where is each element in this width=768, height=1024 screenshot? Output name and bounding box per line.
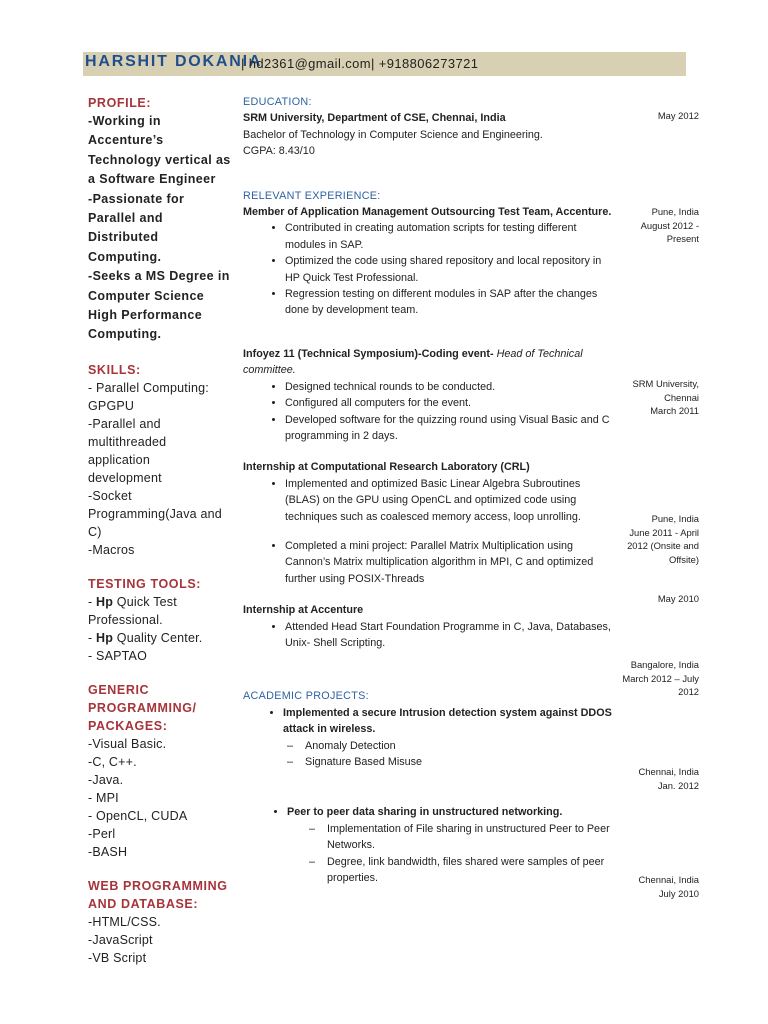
project-title: • Implemented a secure Intrusion detection system against DDOS attack in wireless. bbox=[283, 705, 613, 738]
job-date: Pune, India June 2011 - April 2012 (Onsite and Offsite) bbox=[627, 513, 699, 565]
job-date: Bangalore, India March 2012 – July 2012 bbox=[622, 659, 699, 697]
testing-tools-list bbox=[88, 593, 238, 665]
job-bullets bbox=[243, 476, 613, 525]
skills-title: SKILLS: bbox=[88, 362, 141, 377]
list-item: – Signature Based Misuse bbox=[305, 754, 613, 770]
list-item: – Anomaly Detection bbox=[305, 738, 613, 754]
skill-line: development bbox=[88, 470, 162, 485]
project-subpoints bbox=[243, 738, 613, 771]
list-item: • Optimized the code using shared repository and local repository in HP Quick Test Professional. bbox=[285, 253, 613, 286]
candidate-name: HARSHIT DOKANIA bbox=[85, 53, 263, 70]
job-title: Infoyez 11 (Technical Symposium)-Coding event- Head of Technical committee. bbox=[243, 347, 583, 377]
language-line: - OpenCL, CUDA bbox=[88, 808, 188, 823]
list-item: • Attended Head Start Foundation Programme in C, Java, Databases, Unix- Shell Scripting. bbox=[285, 619, 613, 652]
skill-line: GPGPU bbox=[88, 398, 135, 413]
profile-line: Accenture’s bbox=[88, 133, 164, 148]
header-bar bbox=[83, 52, 686, 76]
job-bullets bbox=[243, 619, 613, 652]
profile-title: PROFILE: bbox=[88, 96, 152, 110]
generic-programming-title: GENERIC PROGRAMMING/ PACKAGES: bbox=[88, 682, 197, 733]
list-item: • Developed software for the quizzing round using Visual Basic and C programming in 2 days. bbox=[285, 412, 613, 445]
skill-line: -Parallel and bbox=[88, 416, 161, 431]
list-item: – Degree, link bandwidth, files shared were samples of peer properties. bbox=[327, 854, 613, 887]
web-line: -JavaScript bbox=[88, 932, 153, 947]
list-item: • Regression testing on different modules in SAP after the changes done by development team. bbox=[285, 286, 613, 319]
web-programming-list bbox=[88, 913, 238, 967]
experience-title: RELEVANT EXPERIENCE: bbox=[243, 189, 381, 202]
skill-line: multithreaded bbox=[88, 434, 167, 449]
list-item: • Contributed in creating automation scripts for testing different modules in SAP. bbox=[285, 220, 613, 253]
education-cgpa: CGPA: 8.43/10 bbox=[243, 145, 315, 158]
job-bullets bbox=[243, 220, 613, 318]
job-bullets bbox=[243, 538, 613, 587]
web-line: -HTML/CSS. bbox=[88, 914, 161, 929]
profile-line: -Working in bbox=[88, 114, 161, 128]
project-subpoints bbox=[243, 821, 613, 887]
list-item: • Completed a mini project: Parallel Matrix Multiplication using Cannon’s Matrix multiplication algorithm in MPI, C and optimized further using POSIX-Threads bbox=[285, 538, 613, 587]
list-item: • Configured all computers for the event. bbox=[285, 395, 613, 411]
skill-line: -Socket bbox=[88, 488, 132, 503]
project-title: • Peer to peer data sharing in unstructured networking. bbox=[287, 804, 613, 820]
job-date: May 2010 bbox=[657, 593, 699, 604]
profile-line: a Software Engineer bbox=[88, 172, 216, 187]
profile-line: Computer Science bbox=[88, 288, 205, 303]
project-date: Chennai, India Jan. 2012 bbox=[638, 766, 699, 791]
contact-info: | hd2361@gmail.com| +918806273721 bbox=[241, 56, 479, 71]
skills-list bbox=[88, 379, 238, 559]
profile-line: Parallel and bbox=[88, 211, 163, 226]
testing-tools-title: TESTING TOOLS: bbox=[88, 576, 202, 591]
left-column bbox=[88, 94, 238, 967]
tool-line: - SAPTAO bbox=[88, 648, 148, 663]
language-line: -Java. bbox=[88, 772, 124, 787]
language-line: -Perl bbox=[88, 826, 116, 841]
language-line: -C, C++. bbox=[88, 754, 137, 769]
profile-text bbox=[88, 112, 238, 345]
list-item: • Designed technical rounds to be conducted. bbox=[285, 379, 613, 395]
profile-line: -Seeks a MS Degree in bbox=[88, 269, 230, 284]
skill-line: - Parallel Computing: bbox=[88, 380, 209, 395]
projects-title: ACADEMIC PROJECTS: bbox=[243, 690, 369, 703]
list-item: • Implemented and optimized Basic Linear Algebra Subroutines (BLAS) on the GPU using OpenCL and optimized code using techniques such as coalesced memory access, loop unrolling. bbox=[285, 476, 613, 525]
education-school: SRM University, Department of CSE, Chennai, India bbox=[243, 112, 506, 125]
list-item: – Implementation of File sharing in unstructured Peer to Peer Networks. bbox=[327, 821, 613, 854]
skill-line: C) bbox=[88, 524, 102, 539]
skill-line: application bbox=[88, 452, 150, 467]
skill-line: Programming(Java and bbox=[88, 506, 222, 521]
generic-programming-list bbox=[88, 735, 238, 861]
profile-line: Computing. bbox=[88, 249, 162, 264]
profile-line: -Passionate for bbox=[88, 191, 185, 206]
web-line: -VB Script bbox=[88, 950, 147, 965]
job-date: SRM University, Chennai March 2011 bbox=[632, 378, 699, 416]
language-line: -BASH bbox=[88, 844, 128, 859]
job-date: Pune, India August 2012 - Present bbox=[640, 206, 699, 244]
project-list bbox=[243, 705, 613, 738]
profile-line: Distributed bbox=[88, 230, 159, 245]
job-bullets bbox=[243, 379, 613, 445]
education-degree: Bachelor of Technology in Computer Science and Engineering. bbox=[243, 128, 543, 141]
profile-line: High Performance bbox=[88, 308, 203, 323]
job-title: Internship at Computational Research Laboratory (CRL) bbox=[243, 461, 530, 474]
project-date: Chennai, India July 2010 bbox=[638, 874, 699, 899]
profile-line: Computing. bbox=[88, 327, 162, 342]
language-line: - MPI bbox=[88, 790, 119, 805]
tool-line: - Hp Quality Center. bbox=[88, 630, 203, 645]
job-title: Internship at Accenture bbox=[243, 604, 364, 617]
education-date: May 2012 bbox=[657, 110, 699, 121]
skill-line: -Macros bbox=[88, 542, 135, 557]
job-title: Member of Application Management Outsourcing Test Team, Accenture. bbox=[243, 206, 612, 219]
language-line: -Visual Basic. bbox=[88, 736, 167, 751]
profile-line: Technology vertical as bbox=[88, 152, 231, 167]
tool-line: Professional. bbox=[88, 612, 163, 627]
tool-line: - Hp Quick Test bbox=[88, 594, 177, 609]
education-title: EDUCATION: bbox=[243, 96, 312, 108]
right-column bbox=[243, 94, 613, 886]
web-programming-title: WEB PROGRAMMING AND DATABASE: bbox=[88, 878, 228, 911]
project-list bbox=[243, 804, 613, 820]
